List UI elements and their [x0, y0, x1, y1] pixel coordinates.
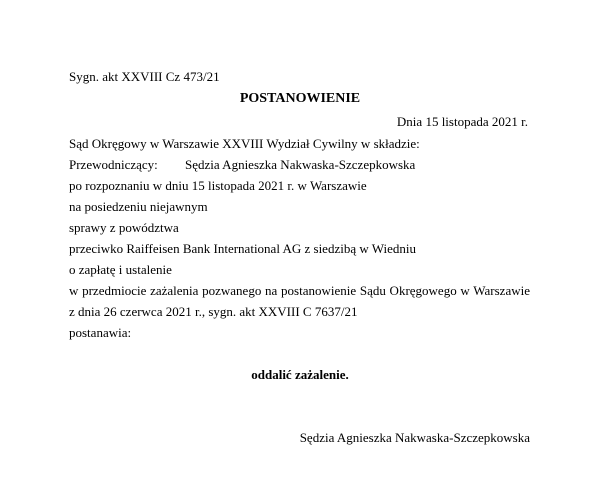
presiding-label: Przewodniczący: [69, 157, 158, 172]
hearing-line: po rozpoznaniu w dniu 15 listopada 2021 r. w Warszawie [69, 178, 367, 193]
case-reference: Sygn. akt XXVIII Cz 473/21 [69, 69, 220, 84]
decision-text: oddalić zażalenie. [251, 367, 349, 382]
resolves-line: postanawia: [69, 325, 132, 340]
defendant-line: przeciwko Raiffeisen Bank International AG z siedzibą w Wiedniu [69, 241, 417, 256]
case-line: sprawy z powództwa [69, 220, 179, 235]
judge-signature: Sędzia Agnieszka Nakwaska-Szczepkowska [299, 430, 530, 445]
subject-line: o zapłatę i ustalenie [69, 262, 172, 277]
court-line: Sąd Okręgowy w Warszawie XXVIII Wydział Cywilny w składzie: [69, 136, 420, 151]
document-title: POSTANOWIENIE [239, 91, 361, 106]
presiding-line [69, 157, 415, 173]
date-line: Dnia 15 listopada 2021 r. [396, 114, 528, 129]
complaint-line: w przedmiocie zażalenia pozwanego na postanowienie Sądu Okręgowego w Warszawie [69, 283, 530, 298]
session-line: na posiedzeniu niejawnym [69, 199, 208, 214]
order-reference-line: z dnia 26 czerwca 2021 r., sygn. akt XXVIII C 7637/21 [69, 304, 358, 319]
presiding-judge: Sędzia Agnieszka Nakwaska-Szczepkowska [185, 157, 416, 172]
